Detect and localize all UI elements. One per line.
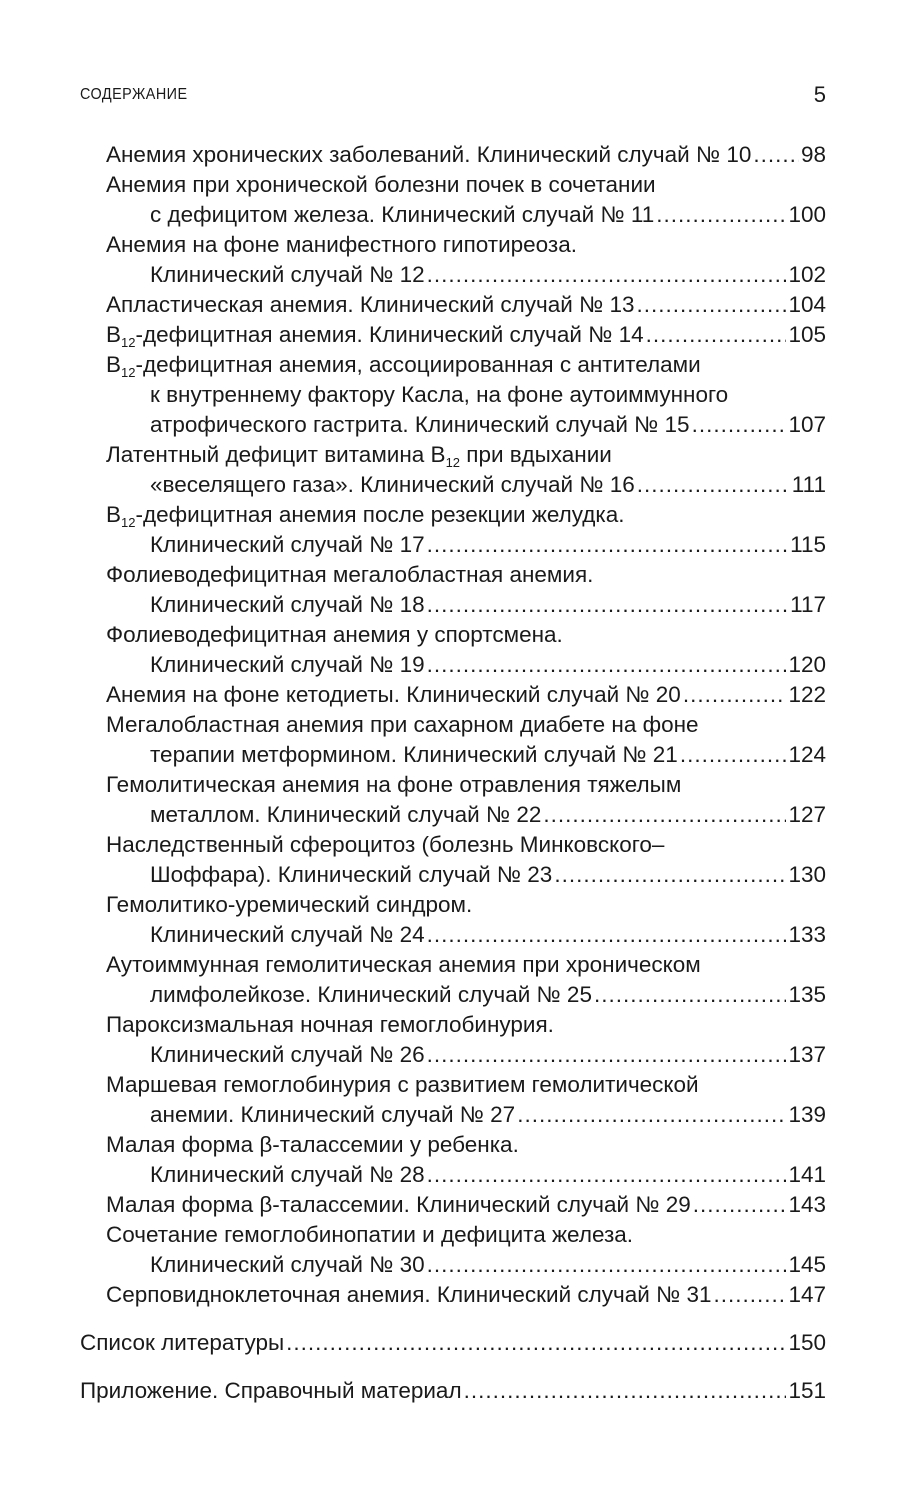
leader-dots: [656, 200, 786, 230]
toc-entry[interactable]: [0, 680, 906, 710]
toc-page-number: 145: [788, 1252, 826, 1277]
leader-dots: [464, 1376, 787, 1406]
toc-entry[interactable]: [0, 290, 906, 320]
leader-dots: [637, 470, 790, 500]
toc-page-number: 147: [788, 1282, 826, 1307]
toc-entry-title: Сочетание гемоглобинопатии и дефицита железа.: [106, 1222, 634, 1247]
toc-entry-title-cont: терапии метформином. Клинический случай № 21: [150, 742, 678, 767]
b-letter: B: [106, 502, 122, 527]
toc-entry-title: Анемия хронических заболеваний. Клинический случай № 10: [106, 142, 752, 167]
toc-page-number: 130: [788, 862, 826, 887]
toc-entry[interactable]: [0, 1220, 906, 1280]
leader-dots: [637, 290, 787, 320]
toc-entry[interactable]: [0, 890, 906, 950]
toc-entry[interactable]: [0, 770, 906, 830]
toc-page-number: 151: [788, 1378, 826, 1403]
toc-entry[interactable]: [0, 1010, 906, 1070]
toc-entry-title: Апластическая анемия. Клинический случай № 13: [106, 292, 635, 317]
leader-dots: [427, 1160, 787, 1190]
toc-entry-title-cont: Клинический случай № 28: [150, 1162, 425, 1187]
toc-entry-title-cont: «веселящего газа». Клинический случай № 16: [150, 472, 635, 497]
toc-entry[interactable]: [0, 1070, 906, 1130]
leader-dots: [427, 530, 789, 560]
leader-dots: [427, 650, 787, 680]
toc-page-number: 107: [788, 412, 826, 437]
leader-dots: [714, 1280, 787, 1310]
toc-entry-title: Пароксизмальная ночная гемоглобинурия.: [106, 1012, 554, 1037]
toc-page-number: 124: [788, 742, 826, 767]
leader-dots: [680, 740, 787, 770]
leader-dots: [427, 590, 789, 620]
toc-entry-title: $B_{12}$-дефицитная анемия, ассоциированная с антителами: [106, 352, 701, 380]
toc-entry-title-cont: металлом. Клинический случай № 22: [150, 802, 542, 827]
toc-entry-title-cont: к внутреннему фактору Касла, на фоне аутоиммунного: [150, 382, 729, 407]
toc-entry[interactable]: [0, 1190, 906, 1220]
leader-dots: [427, 260, 787, 290]
subscript: 12: [121, 515, 136, 530]
toc-entry[interactable]: [0, 320, 906, 350]
toc-page-number: 133: [788, 922, 826, 947]
toc-section-title: Список литературы: [80, 1330, 285, 1355]
leader-dots: [753, 140, 799, 170]
toc-page-number: 111: [791, 472, 826, 497]
leader-dots: [427, 1250, 787, 1280]
toc-entry-title: Латентный дефицит витамина $B_{12}$ при вдыхании: [106, 442, 612, 470]
leader-dots: [517, 1100, 786, 1130]
toc-page-number: 150: [788, 1330, 826, 1355]
toc-section[interactable]: [0, 1376, 906, 1406]
toc-entry-title: $B_{12}$-дефицитная анемия после резекции желудка.: [106, 502, 625, 530]
toc-page-number: 141: [788, 1162, 826, 1187]
toc-entry-title: Мегалобластная анемия при сахарном диабете на фоне: [106, 712, 699, 737]
toc-entry[interactable]: [0, 140, 906, 170]
toc-entry-title-cont: Клинический случай № 18: [150, 592, 425, 617]
toc-entry-title-cont: Клинический случай № 12: [150, 262, 425, 287]
toc-entry[interactable]: [0, 710, 906, 770]
toc-page-number: 120: [788, 652, 826, 677]
toc-entry[interactable]: [0, 620, 906, 680]
toc-entry-title: Маршевая гемоглобинурия с развитием гемолитической: [106, 1072, 699, 1097]
leader-dots: [427, 920, 787, 950]
toc-entry-title: Малая форма β-талассемии. Клинический случай № 29: [106, 1192, 691, 1217]
leader-dots: [594, 980, 786, 1010]
toc-page-number: 139: [788, 1102, 826, 1127]
leader-dots: [693, 1190, 787, 1220]
running-title: СОДЕРЖАНИЕ: [80, 86, 188, 103]
leader-dots: [646, 320, 787, 350]
b-letter: B: [106, 322, 122, 347]
toc-entry-title: Серповидноклеточная анемия. Клинический случай № 31: [106, 1282, 712, 1307]
toc-page-number: 105: [788, 322, 826, 347]
page-number: 5: [813, 82, 826, 107]
toc-entry-title-cont: Клинический случай № 24: [150, 922, 425, 947]
toc-page-number: 117: [790, 592, 826, 617]
toc-entry[interactable]: [0, 170, 906, 230]
toc-entry-title: Анемия на фоне кетодиеты. Клинический случай № 20: [106, 682, 681, 707]
toc-page-number: 137: [788, 1042, 826, 1067]
toc-entry-title: Анемия на фоне манифестного гипотиреоза.: [106, 232, 578, 257]
toc-entry-title-cont: Клинический случай № 26: [150, 1042, 425, 1067]
toc-section[interactable]: [0, 1328, 906, 1358]
leader-dots: [286, 1328, 786, 1358]
leader-dots: [543, 800, 786, 830]
leader-dots: [683, 680, 787, 710]
toc-page-number: 104: [788, 292, 826, 317]
toc-page-number: 115: [790, 532, 826, 557]
toc-entry[interactable]: [0, 1130, 906, 1190]
toc-entry[interactable]: [0, 350, 906, 440]
subscript: 12: [445, 455, 461, 470]
toc-entry-title: Наследственный сфероцитоз (болезнь Минковского–: [106, 832, 665, 857]
toc-page-number: 100: [788, 202, 826, 227]
toc-entry[interactable]: [0, 830, 906, 890]
toc-entry-title-cont: Шоффара). Клинический случай № 23: [150, 862, 553, 887]
leader-dots: [554, 860, 786, 890]
toc-entry[interactable]: [0, 500, 906, 560]
toc-entry[interactable]: [0, 230, 906, 290]
toc-entry-title: Гемолитико-уремический синдром.: [106, 892, 473, 917]
toc-entry-title-cont: анемии. Клинический случай № 27: [150, 1102, 516, 1127]
leader-dots: [692, 410, 787, 440]
subscript: 12: [121, 335, 136, 350]
toc-entry-title: Фолиеводефицитная анемия у спортсмена.: [106, 622, 563, 647]
toc-entry-title: $B_{12}$-дефицитная анемия. Клинический случай № 14: [106, 322, 644, 350]
toc-page-number: 127: [788, 802, 826, 827]
toc-page-number: 143: [788, 1192, 826, 1217]
subscript: 12: [121, 365, 136, 380]
toc-entry-title: Малая форма β-талассемии у ребенка.: [106, 1132, 519, 1157]
toc-page-number: 98: [800, 142, 826, 167]
toc-page-number: 135: [788, 982, 826, 1007]
toc-entry-title-cont: лимфолейкозе. Клинический случай № 25: [150, 982, 592, 1007]
toc-page-number: 102: [788, 262, 826, 287]
toc-entry-title: Анемия при хронической болезни почек в сочетании: [106, 172, 656, 197]
toc-entry-title-cont: Клинический случай № 30: [150, 1252, 425, 1277]
toc-entry-title-cont: с дефицитом железа. Клинический случай № 11: [150, 202, 655, 227]
toc-entry-title: Гемолитическая анемия на фоне отравления тяжелым: [106, 772, 682, 797]
toc-entry[interactable]: [0, 440, 906, 500]
toc-entry[interactable]: [0, 560, 906, 620]
page-header: [80, 82, 826, 116]
toc-entry-title-cont: Клинический случай № 17: [150, 532, 425, 557]
toc-entry[interactable]: [0, 950, 906, 1010]
toc-page-number: 122: [788, 682, 826, 707]
toc-entry-title: Фолиеводефицитная мегалобластная анемия.: [106, 562, 594, 587]
b-letter: B: [106, 352, 122, 377]
table-of-contents: [0, 140, 906, 1406]
toc-entry-title-cont: Клинический случай № 19: [150, 652, 425, 677]
toc-section-title: Приложение. Справочный материал: [80, 1378, 462, 1403]
toc-entry-title-cont: атрофического гастрита. Клинический случай № 15: [150, 412, 690, 437]
leader-dots: [427, 1040, 787, 1070]
toc-entry-title: Аутоиммунная гемолитическая анемия при хроническом: [106, 952, 701, 977]
toc-entry[interactable]: [0, 1280, 906, 1310]
